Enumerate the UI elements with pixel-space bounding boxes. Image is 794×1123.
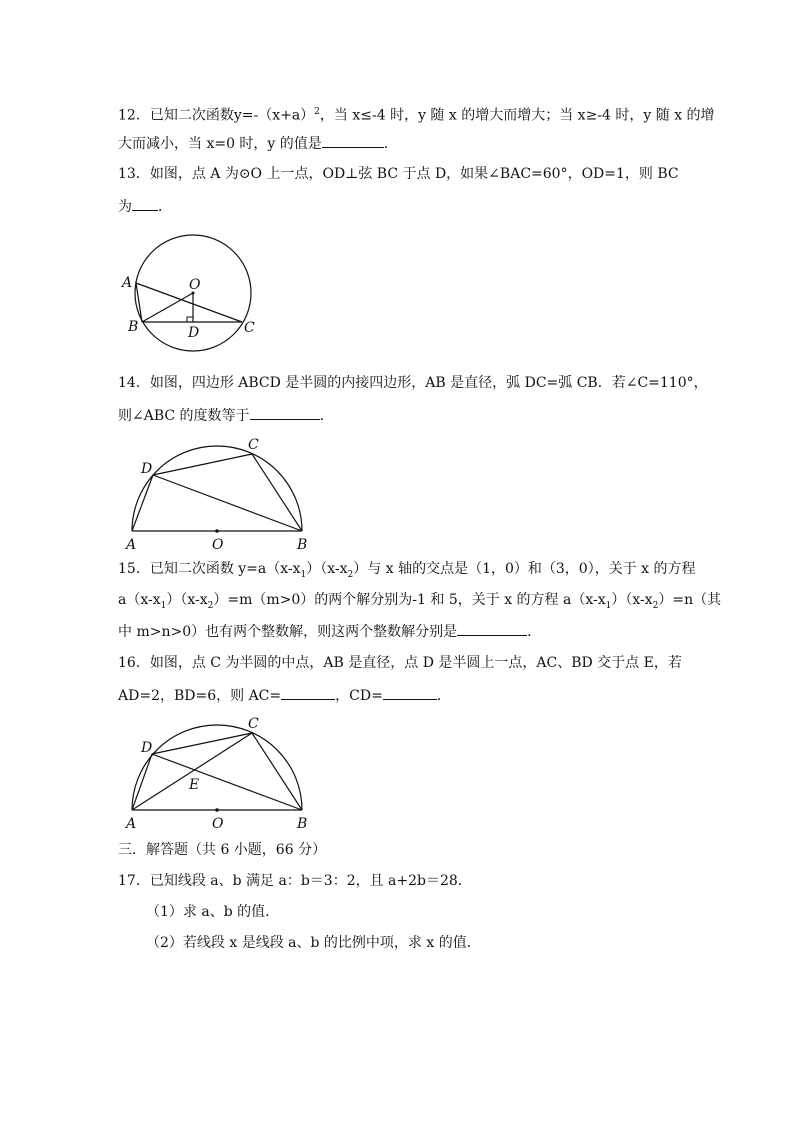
label-b: B bbox=[297, 537, 308, 553]
segment-cb bbox=[252, 733, 302, 810]
semicircle-arc bbox=[132, 725, 302, 810]
answer-blank[interactable] bbox=[250, 405, 320, 420]
label-a: A bbox=[126, 537, 137, 553]
label-o: O bbox=[212, 537, 224, 553]
answer-blank[interactable] bbox=[132, 196, 158, 211]
q15-line2: $a(x-x_1)(x-x_2)=m(m>0)$的两个解分别为-1 和 5，关于 x 的方程 $a(x-x_1)(x-x_2)=n$（其 bbox=[118, 592, 722, 611]
label-a: A bbox=[126, 816, 137, 832]
point-o bbox=[215, 529, 219, 533]
segment-dc bbox=[153, 454, 252, 475]
q15-line1: 15．已知二次函数 $y=a(x-x_1)(x-x_2)$与 x 轴的交点是（1，0）和（3，0），关于 x 的方程 bbox=[118, 561, 696, 580]
segment-ab bbox=[136, 283, 142, 322]
point-o bbox=[215, 808, 219, 812]
segment-ad bbox=[132, 475, 153, 531]
section-heading: 三．解答题（共 6 小题，66 分） bbox=[118, 842, 327, 858]
segment-db bbox=[152, 754, 302, 810]
right-angle-mark bbox=[187, 317, 193, 322]
label-b: B bbox=[297, 816, 308, 832]
q16-semicircle-figure bbox=[118, 712, 318, 832]
label-b: B bbox=[128, 319, 139, 335]
label-d: D bbox=[141, 740, 153, 756]
label-c: C bbox=[244, 320, 255, 336]
label-c: C bbox=[248, 716, 259, 732]
label-o: O bbox=[189, 277, 201, 293]
q17-sub1: （1）求 a、b 的值． bbox=[146, 904, 280, 920]
q17-sub2: （2）若线段 x 是线段 a、b 的比例中项，求 x 的值． bbox=[146, 935, 481, 951]
answer-blank-cd[interactable] bbox=[383, 685, 437, 700]
label-e: E bbox=[189, 777, 200, 793]
answer-blank[interactable] bbox=[322, 133, 384, 148]
answer-blank[interactable] bbox=[457, 621, 527, 636]
q15-line3: 中 m>n>0）也有两个整数解，则这两个整数解分别是 ． bbox=[118, 621, 541, 642]
q13-line2: 为 ． bbox=[118, 196, 172, 217]
q12-line2: 大而减小，当 x=0 时，y 的值是 ． bbox=[118, 133, 398, 154]
label-c: C bbox=[248, 437, 259, 453]
segment-db bbox=[153, 475, 302, 531]
segment-dc bbox=[152, 733, 252, 754]
q16-line2: AD=2，BD=6，则 AC= ，CD= ． bbox=[118, 685, 451, 706]
q14-line2: 则∠ABC 的度数等于 ． bbox=[118, 405, 334, 426]
q14-semicircle-figure bbox=[118, 430, 318, 553]
label-a: A bbox=[122, 275, 133, 291]
segment-cb bbox=[252, 454, 302, 531]
segment-bo bbox=[142, 293, 193, 322]
q17-line1: 17．已知线段 a、b 满足 a：b＝3：2，且 a+2b＝28． bbox=[118, 873, 472, 889]
answer-blank-ac[interactable] bbox=[281, 685, 335, 700]
semicircle-arc bbox=[132, 446, 302, 531]
label-o: O bbox=[212, 816, 224, 832]
segment-ad bbox=[132, 754, 152, 810]
q16-line1: 16．如图，点 C 为半圆的中点，AB 是直径，点 D 是半圆上一点，AC、BD 交于点 E，若 bbox=[118, 655, 682, 671]
q13-line1: 13．如图，点 A 为⊙O 上一点，OD⊥弦 BC 于点 D，如果∠BAC=60°，OD=1，则 BC bbox=[118, 166, 679, 182]
q14-line1: 14．如图，四边形 ABCD 是半圆的内接四边形，AB 是直径，弧 DC=弧 CB．若∠C=110°， bbox=[118, 375, 708, 391]
q12-line1: 12．已知二次函数$y=-(x+a)^2$，当 x≤-4 时，y 随 x 的增大而增大；当 x≥-4 时，y 随 x 的增 bbox=[118, 107, 715, 124]
q13-circle-figure bbox=[118, 228, 268, 358]
label-d: D bbox=[188, 325, 200, 341]
label-d: D bbox=[141, 461, 153, 477]
